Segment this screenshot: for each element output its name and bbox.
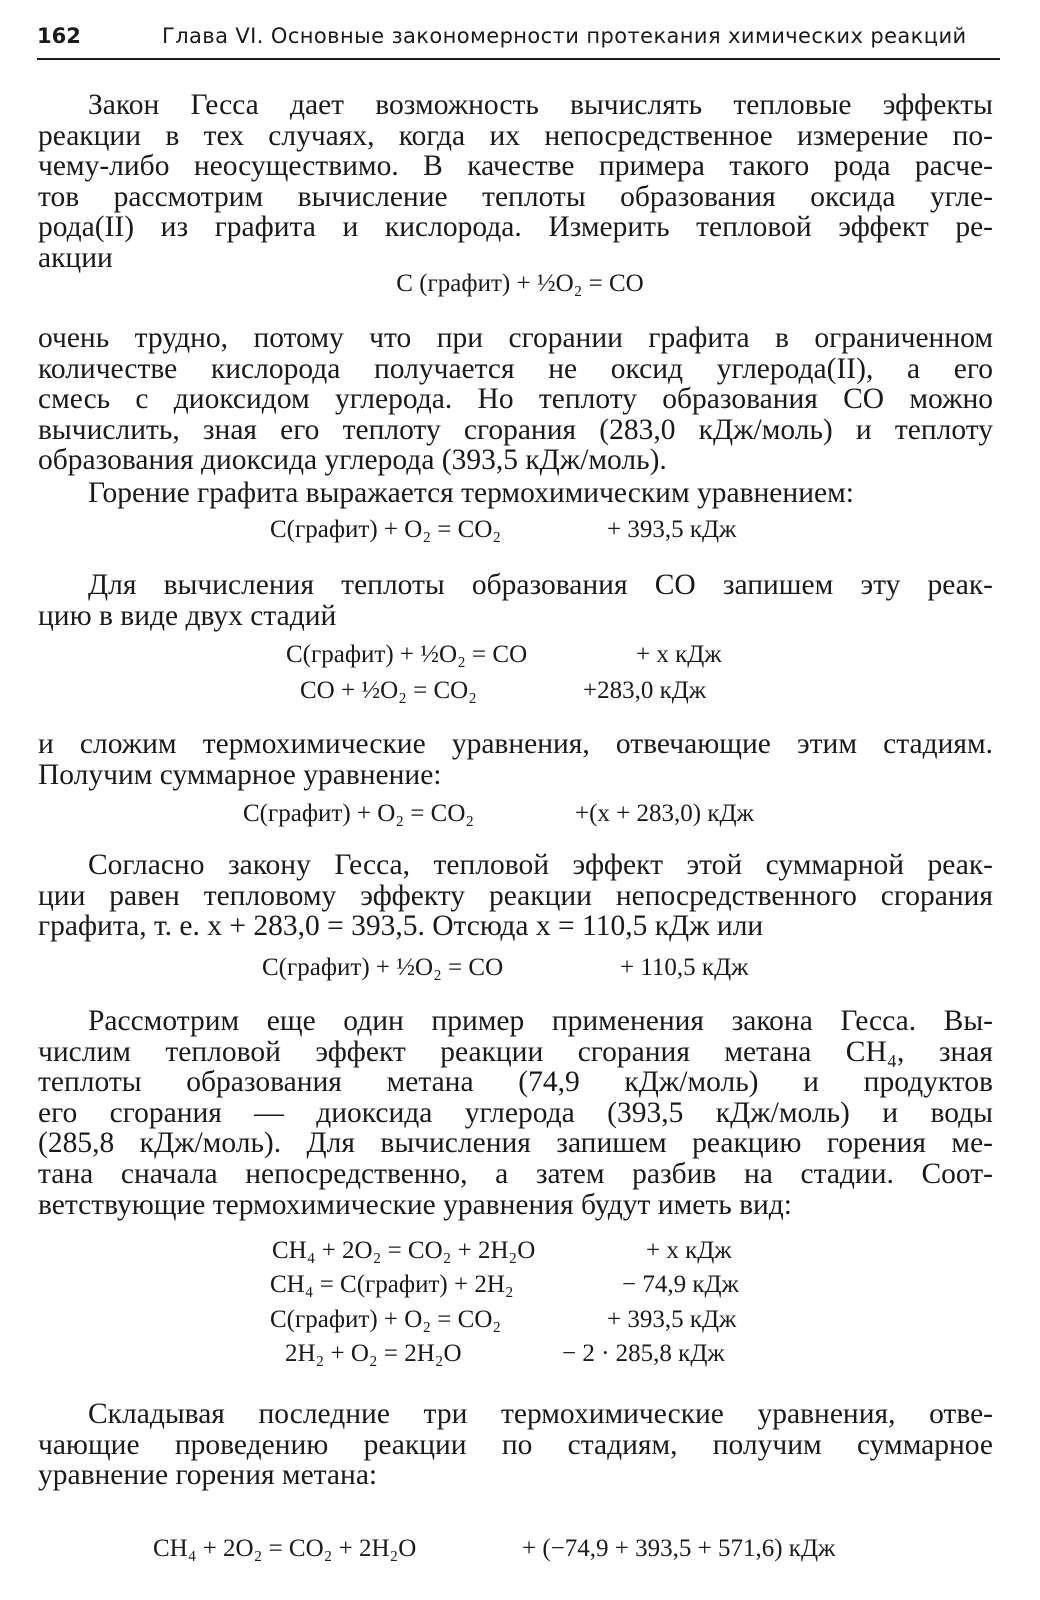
equation-lhs: CH₄ + 2O₂ = CO₂ + 2H₂O [153, 1535, 417, 1562]
text-line: его сгорания — диоксида углерода (393,5 кДж/моль) и воды [38, 1096, 993, 1129]
paragraph-methane-summary [38, 1399, 993, 1491]
equation-lhs: 2H₂ + O₂ = 2H₂O [285, 1340, 462, 1367]
equation-co-result [0, 954, 1040, 988]
text-line: рода(II) из графита и кислорода. Измерить тепловой эффект ре- [38, 211, 993, 244]
text-line: Горение графита выражается термохимическим уравнением: [88, 477, 854, 509]
equation-lhs: С(графит) + O₂ = CO₂ [270, 1306, 502, 1333]
equation-rhs: + 393,5 кДж [607, 1306, 737, 1333]
paragraph-hess-law-intro [38, 90, 993, 274]
page-number: 162 [37, 24, 81, 48]
text-line: тана сначала непосредственно, а затем разбив на стадии. Соот- [38, 1157, 993, 1190]
text-line: графита, т. е. x + 283,0 = 393,5. Отсюда x = 110,5 кДж или [38, 910, 764, 943]
equation-methane-decomposition [0, 1271, 1040, 1305]
paragraph-graphite-combustion [38, 478, 993, 509]
equation-rhs: + x кДж [646, 1237, 732, 1264]
equation-graphite-oxidation [0, 1306, 1040, 1340]
equation-rhs: − 2 · 285,8 кДж [562, 1340, 725, 1367]
paragraph-hess-conclusion [38, 850, 993, 942]
equation-lhs: С(графит) + ½O₂ = CO [286, 641, 528, 668]
equation-stage-2 [0, 677, 1040, 711]
equation-rhs: + 393,5 кДж [607, 516, 737, 543]
text-line: числим тепловой эффект реакции сгорания метана CH₄, зная [38, 1035, 993, 1068]
text-line: акции [38, 241, 113, 274]
equation-lhs: С(графит) + ½O₂ = CO [262, 954, 504, 981]
equation-lhs: CH₄ + 2O₂ = CO₂ + 2H₂O [272, 1237, 536, 1264]
text-line: Складывая последние три термохимические уравнения, отве- [88, 1398, 993, 1430]
equation-methane-summary [0, 1535, 1040, 1569]
equation-hydrogen-combustion [0, 1340, 1040, 1374]
text-line: уравнение горения метана: [38, 1459, 378, 1492]
equation-stage-1 [0, 641, 1040, 675]
equation-lhs: CO + ½O₂ = CO₂ [300, 677, 477, 704]
running-head: Глава VI. Основные закономерности протекания химических реакций [162, 24, 967, 48]
text-line: ции равен тепловому эффекту реакции непосредственного сгорания [38, 879, 993, 912]
equation-lhs: С(графит) + O₂ = CO₂ [270, 516, 502, 543]
equation-lhs: С(графит) + O₂ = CO₂ [243, 800, 475, 827]
equation-rhs: + x кДж [636, 641, 722, 668]
text-line: тов рассмотрим вычисление теплоты образования оксида угле- [38, 180, 993, 213]
text-line: вычислить, зная его теплоту сгорания (283,0 кДж/моль) и теплоту [38, 413, 993, 446]
page-header [37, 22, 1000, 60]
equation-co-formation: С (графит) + ½O₂ = CO [396, 270, 644, 297]
text-line: Рассмотрим еще один пример применения закона Гесса. Вы- [88, 1005, 993, 1037]
equation-summary-graphite [0, 800, 1040, 834]
text-line: реакции в тех случаях, когда их непосредственное измерение по- [38, 119, 993, 152]
text-line: образования диоксида углерода (393,5 кДж/моль). [38, 444, 667, 477]
equation-rhs: + (−74,9 + 393,5 + 571,6) кДж [522, 1535, 836, 1562]
equation-methane-direct [0, 1237, 1040, 1271]
paragraph-co-measurement [38, 323, 993, 476]
paragraph-methane-example [38, 1006, 993, 1220]
text-line: (285,8 кДж/моль). Для вычисления запишем реакцию горения ме- [38, 1127, 993, 1160]
text-line: Для вычисления теплоты образования CO запишем эту реак- [88, 569, 993, 601]
paragraph-two-stages [38, 570, 993, 631]
text-line: Получим суммарное уравнение: [38, 758, 442, 791]
equation-rhs: +283,0 кДж [583, 677, 707, 704]
paragraph-sum-equations [38, 729, 993, 790]
equation-rhs: − 74,9 кДж [622, 1271, 739, 1298]
equation-graphite-combustion [0, 516, 1040, 550]
equation-rhs: +(x + 283,0) кДж [575, 800, 754, 827]
equation-lhs: CH₄ = С(графит) + 2H₂ [270, 1271, 514, 1298]
text-line: цию в виде двух стадий [38, 599, 337, 632]
text-line: количестве кислорода получается не оксид углерода(II), а его [38, 352, 993, 385]
text-line: ветствующие термохимические уравнения будут иметь вид: [38, 1188, 792, 1221]
text-line: Закон Гесса дает возможность вычислять тепловые эффекты [88, 89, 993, 121]
text-line: смесь с диоксидом углерода. Но теплоту образования CO можно [38, 383, 993, 416]
text-line: и сложим термохимические уравнения, отвечающие этим стадиям. [38, 728, 993, 760]
text-line: чему-либо неосуществимо. В качестве примера такого рода расче- [38, 150, 993, 183]
text-line: чающие проведению реакции по стадиям, получим суммарное [38, 1428, 993, 1461]
text-line: Согласно закону Гесса, тепловой эффект этой суммарной реак- [88, 849, 993, 881]
text-line: теплоты образования метана (74,9 кДж/моль) и продуктов [38, 1066, 993, 1099]
text-line: очень трудно, потому что при сгорании графита в ограниченном [38, 322, 993, 354]
equation-rhs: + 110,5 кДж [620, 954, 749, 981]
